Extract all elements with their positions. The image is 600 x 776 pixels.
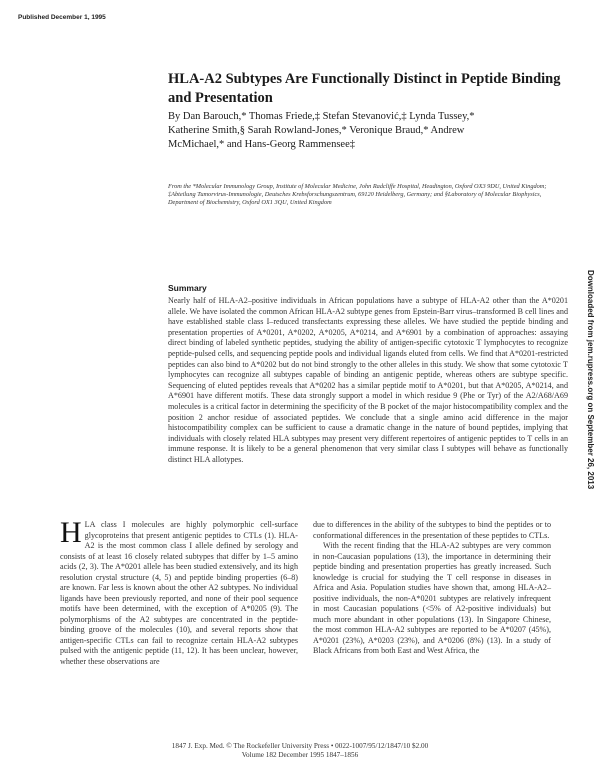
drop-cap: H xyxy=(60,516,82,549)
footer-citation: 1847 J. Exp. Med. © The Rockefeller University Press • 0022-1007/95/12/1847/10 $2.00 xyxy=(171,742,429,750)
body-column-left xyxy=(60,516,298,667)
article-title: HLA-A2 Subtypes Are Functionally Distinct in Peptide Binding and Presentation xyxy=(168,71,561,106)
footer-volume: Volume 182 December 1995 1847–1856 xyxy=(241,751,359,759)
body-column-right xyxy=(313,520,551,657)
summary-text: Nearly half of HLA-A2–positive individuals in African populations have a subtype of HLA-A2 other than the A*0201 allele. We have isolated the common African HLA-A2 subtype genes from Epstein-Barr virus–transformed B cell lines and have established stable class I–reduced transfectants expressing these alleles. We have studied the peptide binding and presentation properties of A*0201, A*0202, A*0205, A*0214, and A*6901 by a combination of approaches: assaying direct binding of labeled synthetic peptides, studying the ability of antigen-specific cytotoxic T lymphocytes to recognize peptide-pulsed cells, and sequencing peptide pools and individual ligands eluted from cells. We find that A*0201-restricted peptides can also bind to A*0202 but do not bind strongly to the other alleles in this study. We show that some cytotoxic T lymphocytes can recognize all subtypes capable of binding an antigenic peptide, whereas others are subtype specific. Sequencing of eluted peptides reveals that A*0202 has a similar peptide motif to A*0201, but that A*0205, A*0214, and A*6901 have different motifs. These data strongly support a model in which residue 9 (Phe or Tyr) of the A2/A68/A69 molecules is a critical factor in determining the specificity of the B pocket of the major histocompatibility complex and the position 2 anchor residue of associated peptides. We conclude that a single amino acid difference in the major histocompatibility complex can be sufficient to cause a dramatic change in the nature of bound peptides, implying that individuals with closely related HLA subtypes may present very different repertoires of antigenic peptides to T cells in an immune response. It is likely to be a general phenomenon that very similar class I subtypes will behave as functionally distinct HLA allotypes. xyxy=(168,296,568,464)
download-watermark: Downloaded from jem.rupress.org on September 26, 2013 xyxy=(586,270,595,490)
summary-heading: Summary xyxy=(168,283,207,293)
published-date: Published December 1, 1995 xyxy=(18,14,106,21)
page-footer xyxy=(0,742,600,760)
body-paragraph: due to differences in the ability of the subtypes to bind the peptides or to conformational differences in the presentation of these peptides to CTLs. xyxy=(313,520,551,540)
affiliations: From the *Molecular Immunology Group, Institute of Molecular Medicine, John Radcliffe Hospital, Headington, Oxford OX3 9DU, United Kingdom; ‡Abteilung Tumorvirus-Immunologie, Deutsches Krebsforschungszentrum, 69120 Heidelberg, Germany; and §Laboratory of Molecular Biophysics, Department of Biochemistry, Oxford OX1 3QU, United Kingdom xyxy=(168,183,547,207)
body-paragraph: With the recent finding that the HLA-A2 subtypes are very common in non-Caucasian populations (13), the importance in determining their peptide binding and presentation properties has greatly increased. Such knowledge is crucial for studying the T cell response in diseases in Africa and Asia. Population studies have shown that, among HLA-A2–positive individuals, the non-A*0201 subtypes are relatively infrequent in most Caucasian populations (<5% of A2-positive individuals) but much more abundant in other populations (13). In Singapore Chinese, the most common HLA-A2 subtypes are reported to be A*0207 (45%), A*0201 (23%), A*0203 (23%), and A*0206 (8%) (13). In a study of Black Africans from both East and West Africa, the xyxy=(313,541,551,655)
body-paragraph: LA class I molecules are highly polymorphic cell-surface glycoproteins that present antigenic peptides to CTLs (1). HLA-A2 is the most common class I allele defined by serology and consists of at least 16 closely related subtypes that differ by 1–5 amino acids (2, 3). The A*0201 allele has been studied extensively, and its high resolution crystal structure (4, 5) and peptide binding properties (6–8) are known. Far less is known about the other A2 subtypes. No individual ligands have been previously reported, and none of their pool sequence motifs have been determined, with the exception of A*0205 (9). The polymorphisms of the A2 subtypes are concentrated in the peptide-binding groove of the molecules (10), and several reports show that antigen-specific CTLs can fail to recognize certain HLA-A2 subtypes pulsed with the antigenic peptide (11, 12). It has been unclear, however, whether these observations are xyxy=(60,520,298,666)
author-list: By Dan Barouch,* Thomas Friede,‡ Stefan Stevanović,‡ Lynda Tussey,* Katherine Smith,§ Sarah Rowland-Jones,* Veronique Braud,* Andrew McMichael,* and Hans-Georg Rammensee‡ xyxy=(168,111,475,150)
